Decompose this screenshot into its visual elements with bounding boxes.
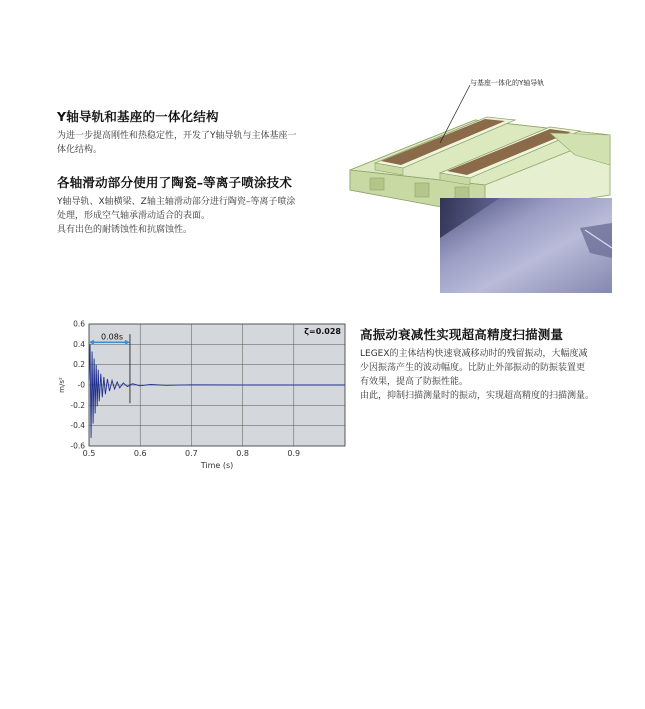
decay-time-label: 0.08s	[101, 332, 123, 342]
section-title: 各轴滑动部分使用了陶瓷–等离子喷涂技术	[57, 175, 293, 190]
vibration-decay-chart	[55, 316, 350, 481]
x-tick-label: 0.7	[185, 449, 198, 458]
section-vibration-damping	[360, 325, 622, 403]
y-tick-label: -0.4	[70, 421, 85, 431]
cutout	[370, 178, 384, 190]
callout-label: 与基座一体化的Y轴导轨	[470, 79, 545, 87]
body-line: LEGEX的主体结构快速衰减移动时的残留振动，大幅度减	[360, 349, 588, 359]
x-tick-labels	[83, 449, 301, 458]
section-body	[360, 347, 622, 403]
x-tick-label: 0.8	[236, 449, 249, 458]
section-integrated-structure	[57, 107, 347, 157]
section-ceramic-plasma-spray	[57, 173, 347, 237]
body-line: 具有出色的耐锈蚀性和抗腐蚀性。	[57, 225, 193, 235]
section-title: Y轴导轨和基座的一体化结构	[57, 109, 219, 124]
body-line: 少因振荡产生的波动幅度。比防止外部振动的防振装置更	[360, 363, 586, 373]
x-tick-label: 0.9	[287, 449, 301, 458]
x-tick-label: 0.5	[82, 449, 96, 458]
body-line: 体化结构。	[57, 145, 103, 155]
section-body	[57, 195, 347, 237]
section-body	[57, 129, 347, 157]
section-title: 高振动衰减性实现超高精度扫描测量	[360, 327, 564, 342]
body-line: 为进一步提高刚性和热稳定性，开发了Y轴导轨与主体基座一	[57, 131, 297, 141]
y-tick-labels	[70, 320, 85, 451]
x-axis-label: Time (s)	[200, 461, 234, 470]
body-line: 有效果，提高了防振性能。	[360, 377, 469, 387]
y-tick-label: 0.2	[73, 360, 85, 370]
y-tick-label: -0.2	[70, 400, 85, 410]
damping-ratio-label: ζ=0.028	[304, 327, 341, 336]
y-tick-label: -0.6	[70, 441, 85, 451]
y-tick-label: 0.4	[73, 339, 85, 349]
x-tick-label: 0.6	[133, 449, 147, 458]
y-tick-label: 0.6	[73, 319, 85, 329]
y-tick-label: -0	[77, 380, 85, 390]
body-line: 由此，抑制扫描测量时的振动，实现超高精度的扫描测量。	[360, 391, 595, 401]
coated-surface-photo	[440, 198, 612, 293]
cutout	[415, 183, 429, 197]
y-axis-label: m/s²	[58, 377, 66, 393]
body-line: 处理，形成空气轴承滑动适合的表面。	[57, 211, 211, 221]
body-line: Y轴导轨、X轴横梁、Z轴主轴滑动部分进行陶瓷–等离子喷涂	[57, 197, 296, 207]
